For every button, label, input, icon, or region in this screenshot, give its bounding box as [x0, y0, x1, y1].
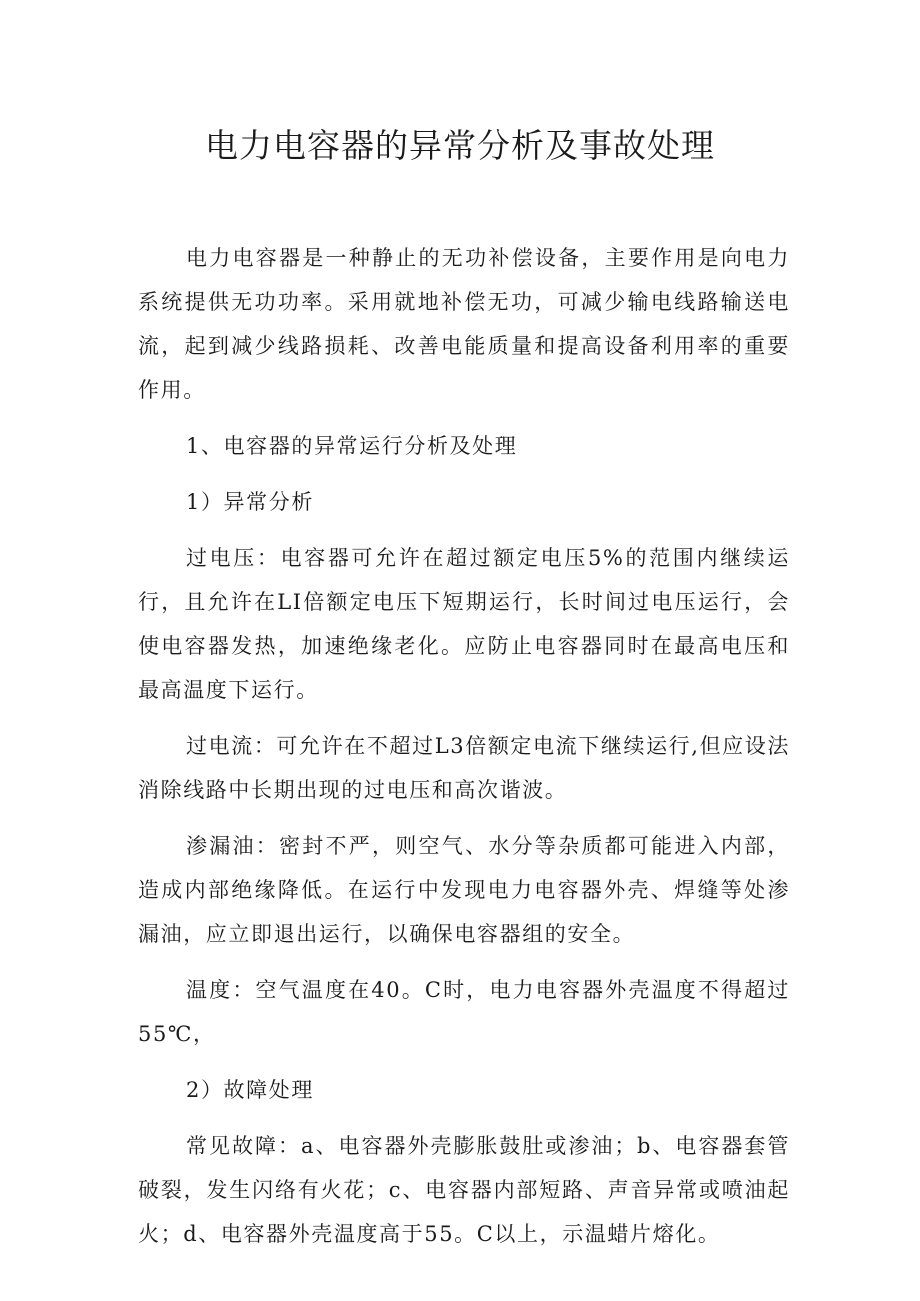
intro-paragraph: 电力电容器是一种静止的无功补偿设备，主要作用是向电力系统提供无功功率。采用就地补偿无功，可减少输电线路输送电流，起到减少线路损耗、改善电能质量和提高设备利用率的重要作用。 — [138, 246, 790, 402]
overvoltage-paragraph: 过电压：电容器可允许在超过额定电压5%的范围内继续运行，且允许在LI倍额定电压下短期运行，长时间过电压运行，会使电容器发热，加速绝缘老化。应防止电容器同时在最高电压和最高温度下运行。 — [138, 546, 790, 702]
temperature-paragraph: 温度：空气温度在40。C时，电力电容器外壳温度不得超过55℃， — [138, 978, 790, 1046]
document-body — [138, 236, 790, 1268]
subsection-heading-abnormal-analysis: 1）异常分析 — [186, 490, 314, 514]
document-title: 电力电容器的异常分析及事故处理 — [205, 126, 715, 165]
common-faults-paragraph: 常见故障：a、电容器外壳膨胀鼓肚或渗油；b、电容器套管破裂，发生闪络有火花；c、电容器内部短路、声音异常或喷油起火；d、电容器外壳温度高于55。C以上，示温蜡片熔化。 — [138, 1134, 790, 1246]
subsection-heading-fault-handling: 2）故障处理 — [186, 1078, 314, 1102]
section-heading-1: 1、电容器的异常运行分析及处理 — [186, 434, 518, 458]
oil-leak-paragraph: 渗漏油：密封不严，则空气、水分等杂质都可能进入内部，造成内部绝缘降低。在运行中发现电力电容器外壳、焊缝等处渗漏油，应立即退出运行，以确保电容器组的安全。 — [138, 834, 790, 946]
overcurrent-paragraph: 过电流：可允许在不超过L3倍额定电流下继续运行,但应设法消除线路中长期出现的过电压和高次谐波。 — [138, 734, 790, 802]
